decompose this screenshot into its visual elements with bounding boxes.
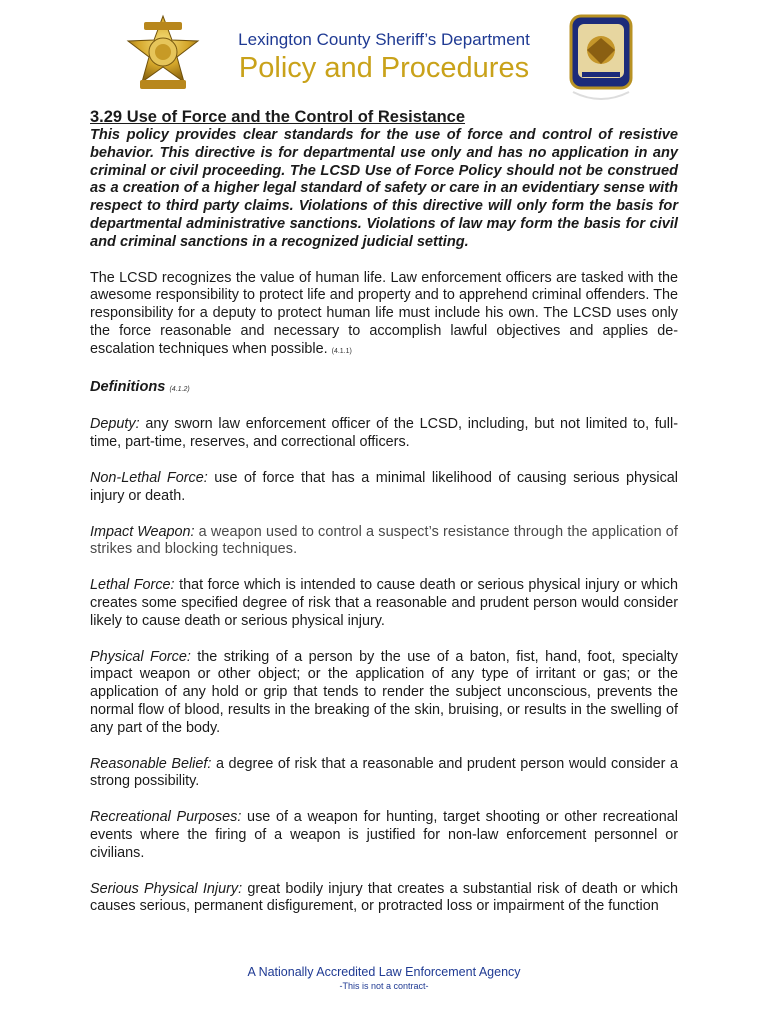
- definition-term: Reasonable Belief:: [90, 755, 212, 772]
- policy-content: [90, 108, 678, 916]
- section-title: 3.29 Use of Force and the Control of Resistance: [90, 108, 466, 126]
- definition-term: Impact Weapon:: [90, 523, 195, 540]
- definition-text: a weapon used to control a suspect’s resistance through the application of strikes and blocking techniques.: [90, 523, 678, 558]
- definition-term: Physical Force:: [90, 648, 191, 665]
- definition-item: [90, 649, 678, 738]
- definition-text: any sworn law enforcement officer of the LCSD, including, but not limited to, full-time, part-time, reserves, and correctional officers.: [90, 416, 678, 451]
- department-name: Lexington County Sheriff’s Department: [238, 30, 530, 49]
- definition-item: [90, 809, 678, 862]
- definition-text: a degree of risk that a reasonable and prudent person would consider a strong possibility.: [90, 755, 678, 790]
- policy-paragraph: [90, 270, 678, 361]
- definition-term: Lethal Force:: [90, 577, 175, 594]
- policy-paragraph-text: The LCSD recognizes the value of human life. Law enforcement officers are tasked with the awesome responsibility to protect life and property and to apprehend criminal offenders. The responsibility for a deputy to protect human life must include his own. The LCSD uses only the force reasonable and necessary to accomplish lawful objectives and applies de-escalation techniques when possible.: [90, 269, 678, 357]
- definition-item: [90, 524, 678, 560]
- definitions-heading: [90, 379, 678, 399]
- definition-term: Deputy:: [90, 416, 140, 433]
- definition-term: Serious Physical Injury:: [90, 880, 243, 897]
- policy-intro: This policy provides clear standards for the use of force and control of resistive behavior. This directive is for departmental use only and has no application in any criminal or civil proceeding. The LCSD Use of Force Policy should not be construed as a creation of a higher legal standard of safety or care in an evidentiary sense with respect to third party claims. Violations of this directive will only form the basis for departmental administrative sanctions. Violations of law may form the basis for civil and criminal sanctions in a recognized judicial setting.: [90, 127, 678, 250]
- definition-text: the striking of a person by the use of a baton, fist, hand, foot, specialty impact weapon or other object; or the application of any type of irritant or gas; or the application of any hold or grip that tends to render the subject unconscious, prevents the normal flow of blood, results in the breaking of the skin, bruising, or results in the swelling of any part of the body.: [90, 648, 678, 736]
- definition-item: [90, 470, 678, 506]
- definition-item: [90, 756, 678, 792]
- definition-item: [90, 881, 678, 917]
- definition-text: use of a weapon for hunting, target shooting or other recreational events where the firing of a weapon is justified for non-law enforcement personnel or civilians.: [90, 809, 678, 861]
- definition-item: [90, 416, 678, 452]
- paragraph-citation: (4.1.1): [331, 347, 352, 355]
- definition-text: great bodily injury that creates a substantial risk of death or which causes serious, permanent disfigurement, or protracted loss or impairment of the function: [90, 880, 678, 915]
- definition-text: use of force that has a minimal likelihood of causing serious physical injury or death.: [90, 469, 678, 504]
- definitions-list: [90, 398, 678, 916]
- definitions-citation: (4.1.2): [169, 385, 190, 393]
- footer-disclaimer: -This is not a contract-: [339, 981, 429, 991]
- definitions-heading-text: Definitions: [90, 378, 166, 395]
- definition-term: Non-Lethal Force:: [90, 469, 208, 486]
- definition-item: [90, 577, 678, 630]
- definition-text: that force which is intended to cause death or serious physical injury or which creates some specified degree of risk that a reasonable and prudent person would consider likely to cause death or serious physical injury.: [90, 577, 678, 629]
- footer-accreditation: A Nationally Accredited Law Enforcement Agency: [247, 965, 521, 979]
- document-title: Policy and Procedures: [238, 52, 530, 84]
- definition-term: Recreational Purposes:: [90, 809, 242, 826]
